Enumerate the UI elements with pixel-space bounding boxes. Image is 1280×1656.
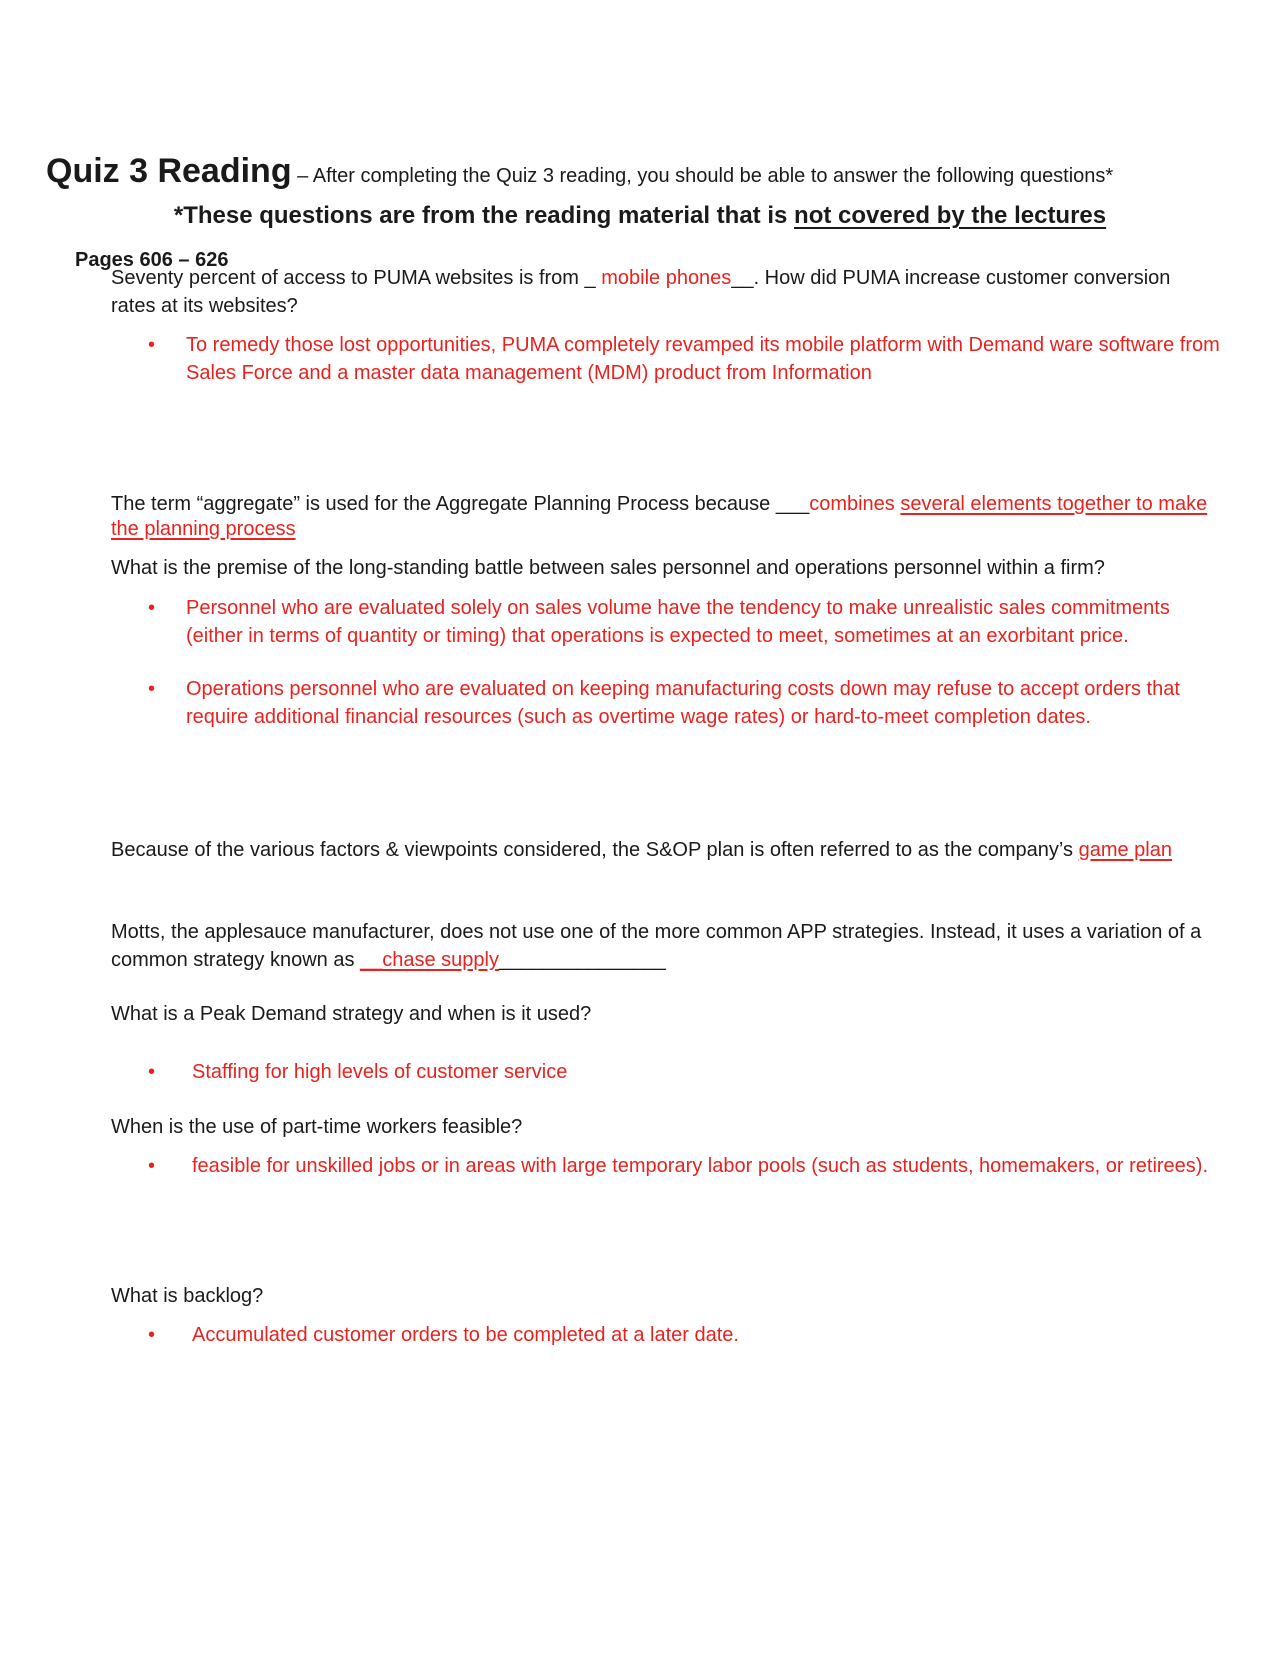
answer-text: Operations personnel who are evaluated on keeping manufacturing costs down may refuse to accept orders that require additional financial resources (such as overtime wage rates) or hard-to-meet completion dates. (186, 678, 1180, 728)
bullet-icon: • (148, 1155, 156, 1177)
answer-text: Personnel who are evaluated solely on sales volume have the tendency to make unrealistic sales commitments (either in terms of quantity or timing) that operations is expected to meet, sometimes at an exorbitant price. (186, 597, 1170, 647)
answer-text: game plan (1078, 839, 1172, 861)
question-puma (111, 264, 1216, 320)
question-text: The term “aggregate” is used for the Aggregate Planning Process because ___ (111, 493, 810, 515)
title-suffix: – After completing the Quiz 3 reading, you should be able to answer the following questions* (291, 165, 1114, 187)
quiz-title: Quiz 3 Reading (46, 152, 292, 190)
bullet-icon: • (148, 597, 156, 619)
reading-note-emphasis: not covered by the lectures (794, 202, 1107, 229)
answer-text: combines (809, 493, 901, 515)
reading-note-text: *These questions are from the reading material that is (173, 202, 795, 229)
question-text: Because of the various factors & viewpoints considered, the S&OP plan is often referred to as the company’s (111, 839, 1079, 861)
question-peak-demand: What is a Peak Demand strategy and when is it used? (111, 1003, 592, 1025)
question-aggregate (111, 492, 1216, 542)
bullet-icon: • (148, 678, 156, 700)
question-backlog: What is backlog? (111, 1285, 264, 1307)
answer-text: Staffing for high levels of customer service (192, 1061, 568, 1083)
answer-text-underlined: several elements together to make the planning process (111, 493, 1208, 540)
pages-label: Pages 606 – 626 (75, 249, 229, 271)
answer-text: Accumulated customer orders to be completed at a later date. (192, 1324, 739, 1346)
question-motts (111, 918, 1216, 974)
page-title (46, 152, 1113, 191)
bullet-icon: • (148, 334, 156, 356)
question-text: Seventy percent of access to PUMA websites is from _ (111, 267, 602, 289)
bullet-icon: • (148, 1324, 156, 1346)
answer-text: __chase supply (360, 949, 499, 971)
question-sop-plan (111, 838, 1216, 863)
question-text: Motts, the applesauce manufacturer, does not use one of the more common APP strategies. Instead, it uses a variation of a common strategy known as (111, 921, 1202, 971)
answer-text: To remedy those lost opportunities, PUMA completely revamped its mobile platform with Demand ware software from Sales Force and a master data management (MDM) product from Information (186, 334, 1220, 384)
answer-blank: __ (731, 267, 754, 289)
question-text-continued: . How did PUMA increase customer conversion rates at its websites? (111, 267, 1171, 317)
bullet-icon: • (148, 1061, 156, 1083)
answer-text: mobile phones (601, 267, 732, 289)
question-part-time-workers: When is the use of part-time workers feasible? (111, 1116, 523, 1138)
answer-blank: _______________ (498, 949, 666, 971)
answer-text: feasible for unskilled jobs or in areas with large temporary labor pools (such as students, homemakers, or retirees). (192, 1155, 1209, 1177)
reading-note (0, 202, 1280, 230)
question-sales-vs-operations: What is the premise of the long-standing battle between sales personnel and operations personnel within a firm? (111, 557, 1105, 579)
